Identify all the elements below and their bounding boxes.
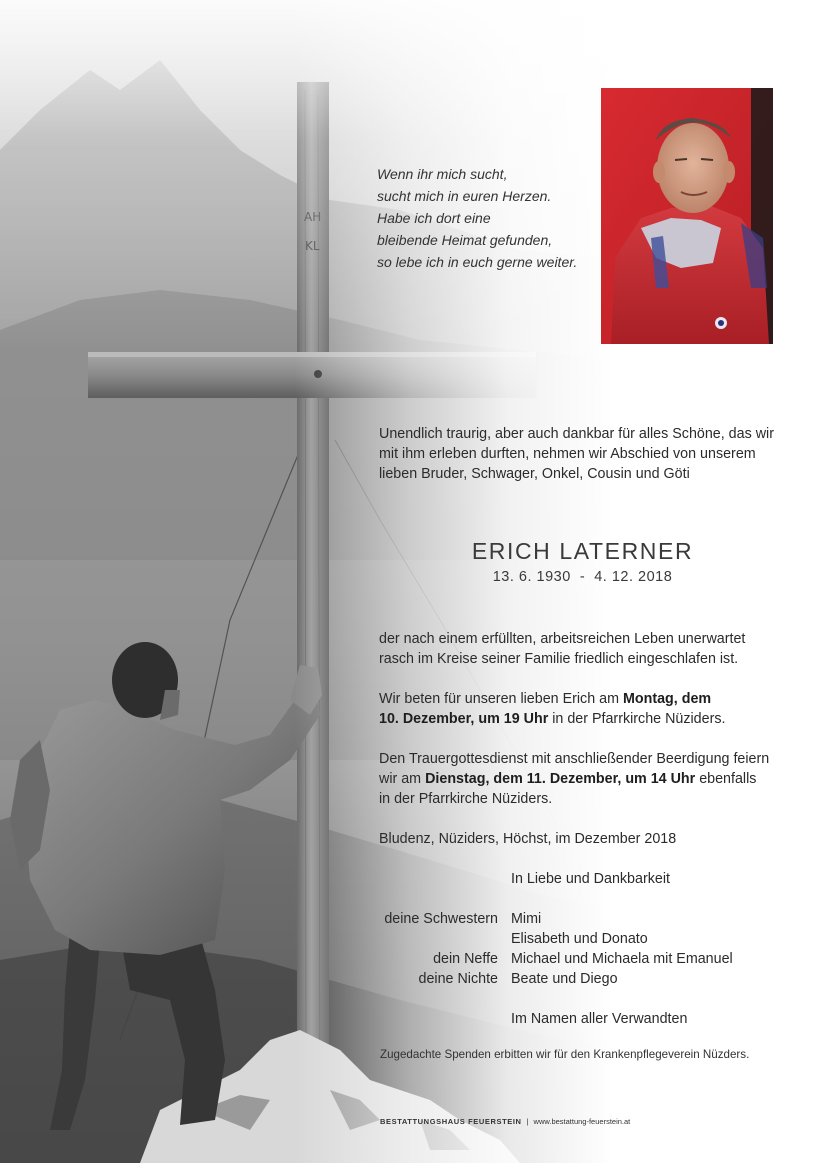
mourner-name: Mimi [511,911,542,927]
intro-line: Unendlich traurig, aber auch dankbar für alles Schöne, das wir [379,426,774,442]
paragraph-line: der nach einem erfüllten, arbeitsreichen Leben unerwartet [379,631,746,647]
life-dates: 13. 6. 1930 - 4. 12. 2018 [492,569,673,585]
footer [380,1117,630,1127]
mourner-relation: deine Schwestern [384,911,498,927]
funeral-text: ebenfalls [695,771,757,787]
poem-line: bleibende Heimat gefunden, [377,232,553,248]
poem-line: Habe ich dort eine [377,210,491,226]
funeral-line: in der Pfarrkirche Nüziders. [379,791,553,807]
funeral-datetime: Dienstag, dem 11. Dezember, um 14 Uhr [425,771,696,787]
funeral-text: wir am [379,771,426,787]
footer-separator: | [526,1117,529,1126]
place-date: Bludenz, Nüziders, Höchst, im Dezember 2018 [379,831,677,847]
donations-note: Zugedachte Spenden erbitten wir für den Krankenpflegeverein Nüzders. [380,1048,750,1061]
mourner-relation: deine Nichte [418,971,498,987]
prayer-location: in der Pfarrkirche Nüziders. [548,711,726,727]
deceased-name: ERICH LATERNER [471,538,694,564]
prayer-paragraph [379,689,789,729]
funeral-paragraph [379,749,789,809]
intro-paragraph [379,424,789,484]
funeral-line: Den Trauergottesdienst mit anschließender Beerdigung feiern [379,751,770,767]
portrait-photo [601,88,773,344]
mourner-name: Elisabeth und Donato [511,931,648,947]
poem-line: Wenn ihr mich sucht, [377,166,508,182]
signoff: In Liebe und Dankbarkeit [511,871,670,887]
closing-line: Im Namen aller Verwandten [511,1011,688,1027]
intro-line: lieben Bruder, Schwager, Onkel, Cousin und Göti [379,466,690,482]
intro-line: mit ihm erleben durften, nehmen wir Abschied von unserem [379,446,756,462]
website-link[interactable]: www.bestattung-feuerstein.at [533,1117,631,1126]
funeral-home-name: BESTATTUNGSHAUS FEUERSTEIN [380,1117,522,1126]
mourner-relation: dein Neffe [433,951,498,967]
paragraph-line: rasch im Kreise seiner Familie friedlich eingeschlafen ist. [379,651,739,667]
poem-line: so lebe ich in euch gerne weiter. [377,254,578,270]
prayer-date: Montag, dem [622,691,712,707]
passing-paragraph [379,629,789,669]
poem-line: sucht mich in euren Herzen. [377,188,552,204]
prayer-time: 10. Dezember, um 19 Uhr [379,711,549,727]
poem [377,163,597,273]
prayer-text: Wir beten für unseren lieben Erich am [379,691,623,707]
mourner-name: Michael und Michaela mit Emanuel [511,951,733,967]
mourner-name: Beate und Diego [511,971,618,987]
